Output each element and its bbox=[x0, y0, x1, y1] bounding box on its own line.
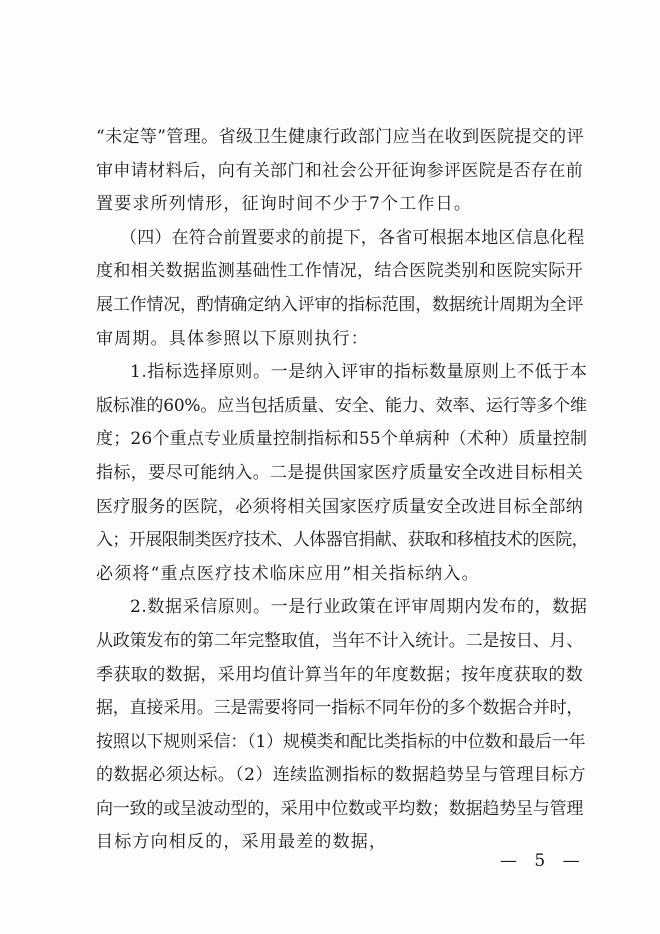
text-line: 目标方向相反的，采用最差的数据， bbox=[96, 832, 388, 853]
paragraph-1 bbox=[96, 121, 588, 222]
paragraph-2 bbox=[96, 222, 588, 356]
paragraph-3 bbox=[96, 356, 588, 591]
text-line: 医疗服务的医院，必须将相关国家医疗质量安全改进目标全部纳 bbox=[96, 496, 584, 517]
text-line: 从政策发布的第二年完整取值，当年不计入统计。二是按日、月、 bbox=[96, 630, 584, 651]
text-line: 2.数据采信原则。一是行业政策在评审周期内发布的，数据 bbox=[130, 597, 588, 618]
text-line: 季获取的数据，采用均值计算当年的年度数据；按年度获取的数 bbox=[96, 664, 584, 685]
paragraph-4 bbox=[96, 591, 588, 860]
text-line: 的数据必须达标。（2）连续监测指标的数据趋势呈与管理目标方 bbox=[96, 765, 586, 786]
text-line: 据，直接采用。三是需要将同一指标不同年份的多个数据合并时， bbox=[96, 698, 584, 719]
body-text bbox=[96, 121, 588, 860]
text-line: （四）在符合前置要求的前提下，各省可根据本地区信息化程 bbox=[120, 227, 585, 248]
text-line: 审周期。具体参照以下原则执行： bbox=[96, 328, 369, 349]
text-line: 度和相关数据监测基础性工作情况，结合医院类别和医院实际开 bbox=[96, 261, 584, 282]
text-line: 置要求所列情形，征询时间不少于7个工作日。 bbox=[96, 194, 473, 215]
page-number: — 5 — bbox=[500, 851, 586, 871]
text-line: 展工作情况，酌情确定纳入评审的指标范围，数据统计周期为全评 bbox=[96, 294, 584, 315]
text-line: 度；26个重点专业质量控制指标和55个单病种（术种）质量控制 bbox=[96, 429, 588, 450]
text-line: 按照以下规则采信：（1）规模类和配比类指标的中位数和最后一年 bbox=[96, 731, 586, 752]
text-line: 指标，要尽可能纳入。二是提供国家医疗质量安全改进目标相关 bbox=[96, 462, 584, 483]
text-line: 审申请材料后，向有关部门和社会公开征询参评医院是否存在前 bbox=[96, 160, 584, 181]
text-line: 版标准的60%。应当包括质量、安全、能力、效率、运行等多个维 bbox=[96, 395, 587, 416]
text-line: 必须将“重点医疗技术临床应用”相关指标纳入。 bbox=[96, 563, 480, 584]
text-line: 向一致的或呈波动型的，采用中位数或平均数；数据趋势呈与管理 bbox=[96, 798, 584, 819]
text-line: 1.指标选择原则。一是纳入评审的指标数量原则上不低于本 bbox=[130, 362, 588, 383]
text-line: “未定等”管理。省级卫生健康行政部门应当在收到医院提交的评 bbox=[96, 127, 584, 147]
text-line: 入；开展限制类医疗技术、人体器官捐献、获取和移植技术的医院， bbox=[96, 530, 588, 551]
